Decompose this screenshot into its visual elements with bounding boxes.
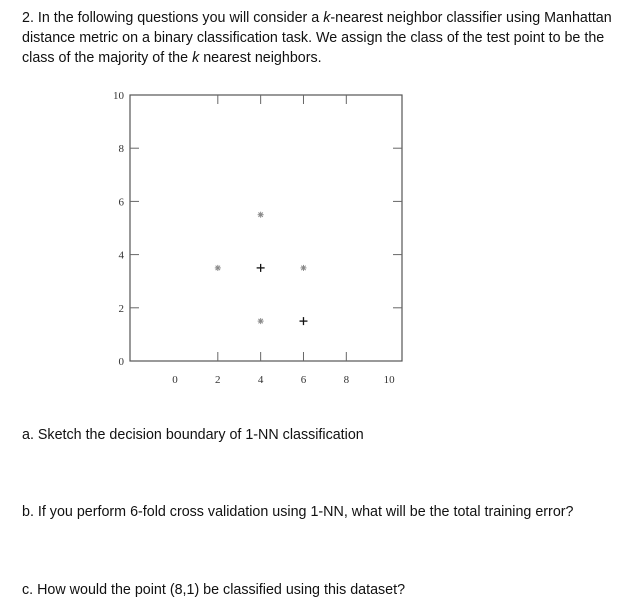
y-tick-label: 10 bbox=[113, 90, 124, 102]
question-number: 2. bbox=[22, 10, 34, 26]
intro-text-1: In the following questions you will consider a bbox=[33, 10, 324, 26]
k-symbol: k bbox=[192, 50, 200, 66]
k-symbol: k bbox=[323, 10, 331, 26]
x-tick-label: 2 bbox=[215, 374, 221, 386]
y-tick-label: 4 bbox=[118, 249, 124, 262]
x-tick-label: 4 bbox=[257, 374, 264, 386]
question-part-b: b. If you perform 6-fold cross validation using 1-NN, what will be the total training error? bbox=[22, 504, 574, 520]
y-tick-label: 8 bbox=[118, 143, 124, 156]
question-part-c: c. How would the point (8,1) be classified using this dataset? bbox=[22, 582, 406, 598]
y-tick-label: 2 bbox=[118, 302, 124, 315]
star-marker bbox=[258, 318, 264, 324]
y-tick-label: 0 bbox=[118, 356, 124, 368]
star-marker bbox=[215, 265, 221, 271]
scatter-plot bbox=[98, 82, 418, 394]
plus-marker bbox=[299, 317, 307, 325]
question-intro bbox=[22, 8, 638, 68]
star-marker bbox=[300, 265, 306, 271]
x-tick-label: 6 bbox=[300, 374, 307, 386]
plot-frame bbox=[130, 95, 402, 361]
x-tick-label: 8 bbox=[343, 374, 350, 386]
x-tick-label: 10 bbox=[383, 374, 395, 386]
scatter-plot-svg bbox=[98, 82, 418, 394]
star-marker bbox=[258, 212, 264, 218]
question-part-a: a. Sketch the decision boundary of 1-NN classification bbox=[22, 427, 364, 443]
intro-text-3: nearest neighbors. bbox=[199, 50, 322, 66]
plus-marker bbox=[257, 264, 265, 272]
intro-text-2: -nearest neighbor classifier using Manhattan distance metric on a binary classification task. We assign the class of the test point to be the class of the majority of the bbox=[22, 10, 612, 66]
y-tick-label: 6 bbox=[118, 196, 124, 209]
x-tick-label: 0 bbox=[172, 374, 178, 386]
